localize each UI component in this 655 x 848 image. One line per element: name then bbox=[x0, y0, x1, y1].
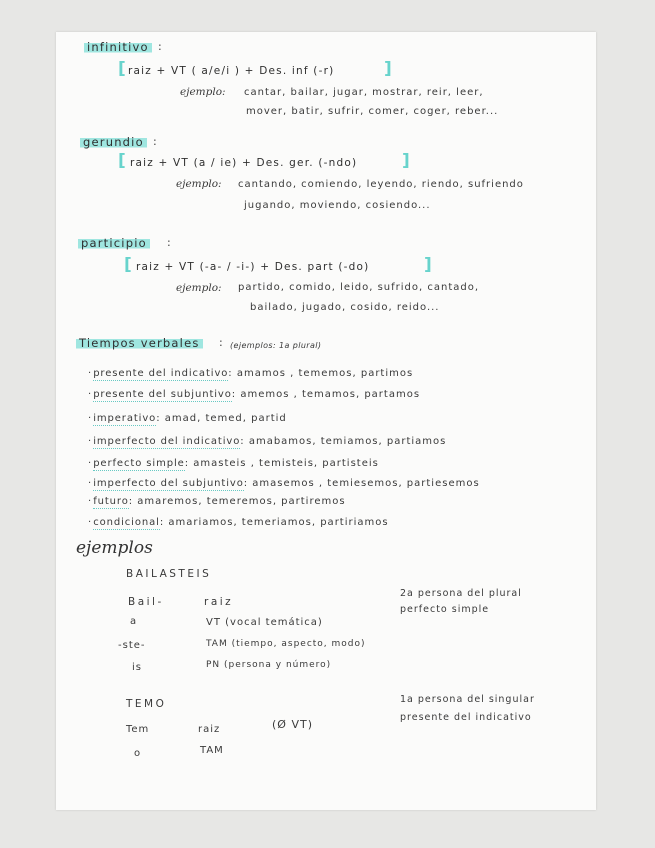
tiempo-item bbox=[88, 361, 413, 380]
example-note-1-line2: perfecto simple bbox=[400, 604, 490, 615]
example-word-1: BAILASTEIS bbox=[126, 568, 212, 580]
morpheme-desc: VT (vocal temática) bbox=[206, 617, 323, 628]
infinitivo-example-line2: mover, batir, sufrir, comer, coger, reber... bbox=[246, 106, 499, 117]
morpheme-part: is bbox=[132, 662, 142, 673]
tiempo-label: presente del indicativo bbox=[93, 368, 229, 379]
tiempo-forms: : amasteis , temisteis, partisteis bbox=[184, 458, 379, 469]
infinitivo-formula: raiz + VT ( a/e/i ) + Des. inf (-r) bbox=[128, 65, 335, 77]
bullet-dot: · bbox=[88, 478, 92, 489]
bracket-open: [ bbox=[118, 151, 126, 171]
bullet-dot: · bbox=[88, 389, 92, 400]
tiempo-forms: : amariamos, temeriamos, partiriamos bbox=[159, 517, 389, 528]
participio-example-label: ejemplo: bbox=[176, 282, 222, 294]
colon: : bbox=[167, 236, 171, 249]
tiempo-forms: : amaremos, temeremos, partiremos bbox=[128, 496, 346, 507]
infinitivo-example-label: ejemplo: bbox=[180, 86, 226, 98]
morpheme-desc: TAM bbox=[200, 745, 224, 756]
tiempo-forms: : amad, temed, partid bbox=[156, 413, 287, 424]
bullet-dot: · bbox=[88, 368, 92, 379]
participio-example-line2: bailado, jugado, cosido, reido... bbox=[250, 302, 440, 313]
tiempo-forms: : amemos , temamos, partamos bbox=[231, 389, 421, 400]
tiempo-label: presente del subjuntivo bbox=[93, 389, 232, 400]
tiempo-label: condicional bbox=[93, 517, 160, 528]
gerundio-example-label: ejemplo: bbox=[176, 178, 222, 190]
tiempo-label: perfecto simple bbox=[93, 458, 185, 469]
colon: : bbox=[153, 135, 157, 148]
tiempo-label: imperfecto del indicativo bbox=[93, 436, 241, 447]
bracket-close: ] bbox=[384, 59, 392, 79]
tiempo-item bbox=[88, 406, 287, 425]
participio-heading: participio bbox=[78, 236, 150, 250]
tiempo-label: futuro bbox=[93, 496, 129, 507]
infinitivo-example-line1: cantar, bailar, jugar, mostrar, reir, leer, bbox=[244, 87, 484, 98]
participio-formula: raiz + VT (-a- / -i-) + Des. part (-do) bbox=[136, 261, 370, 273]
ejemplos-heading: ejemplos bbox=[76, 538, 153, 558]
example-note-2-line1: 1a persona del singular bbox=[400, 694, 535, 705]
bullet-dot: · bbox=[88, 496, 92, 507]
bracket-open: [ bbox=[118, 59, 126, 79]
morpheme-part: a bbox=[130, 616, 138, 627]
bracket-open: [ bbox=[124, 255, 132, 275]
gerundio-example-line2: jugando, moviendo, cosiendo... bbox=[244, 200, 431, 211]
morpheme-part: -ste- bbox=[118, 640, 146, 651]
tiempos-heading: Tiempos verbales bbox=[76, 336, 203, 350]
bracket-close: ] bbox=[424, 255, 432, 275]
morpheme-desc: PN (persona y número) bbox=[206, 660, 332, 670]
tiempo-forms: : amasemos , temiesemos, partiesemos bbox=[243, 478, 480, 489]
gerundio-formula: raiz + VT (a / ie) + Des. ger. (-ndo) bbox=[130, 157, 358, 169]
bullet-dot: · bbox=[88, 436, 92, 447]
tiempo-item bbox=[88, 382, 420, 401]
gerundio-example-line1: cantando, comiendo, leyendo, riendo, sufriendo bbox=[238, 179, 524, 190]
tiempo-label: imperfecto del subjuntivo bbox=[93, 478, 244, 489]
morpheme-desc: TAM (tiempo, aspecto, modo) bbox=[206, 639, 366, 649]
morpheme-desc: raiz bbox=[198, 724, 221, 735]
bullet-dot: · bbox=[88, 517, 92, 528]
gerundio-heading: gerundio bbox=[80, 135, 147, 149]
infinitivo-heading: infinitivo bbox=[84, 40, 152, 54]
participio-example-line1: partido, comido, leido, sufrido, cantado, bbox=[238, 282, 480, 293]
bullet-dot: · bbox=[88, 413, 92, 424]
morpheme-part: o bbox=[134, 748, 142, 759]
tiempo-item bbox=[88, 510, 389, 529]
morpheme-desc: raiz bbox=[204, 596, 234, 608]
tiempo-label: imperativo bbox=[93, 413, 157, 424]
example-note-1-line1: 2a persona del plural bbox=[400, 588, 522, 599]
tiempo-forms: : amamos , tememos, partimos bbox=[228, 368, 414, 379]
bullet-dot: · bbox=[88, 458, 92, 469]
tiempo-forms: : amabamos, temiamos, partiamos bbox=[240, 436, 447, 447]
tiempo-item bbox=[88, 451, 379, 470]
morpheme-extra: (Ø VT) bbox=[272, 718, 313, 731]
morpheme-part: Tem bbox=[126, 724, 150, 735]
example-word-2: TEMO bbox=[126, 698, 167, 710]
bracket-close: ] bbox=[402, 151, 410, 171]
colon: : bbox=[158, 40, 162, 53]
tiempo-item bbox=[88, 489, 346, 508]
colon: : bbox=[219, 336, 223, 349]
morpheme-part: Bail- bbox=[128, 596, 164, 608]
example-note-2-line2: presente del indicativo bbox=[400, 712, 532, 723]
tiempo-item bbox=[88, 471, 480, 490]
tiempos-note: (ejemplos: 1a plural) bbox=[230, 341, 322, 350]
tiempo-item bbox=[88, 429, 446, 448]
